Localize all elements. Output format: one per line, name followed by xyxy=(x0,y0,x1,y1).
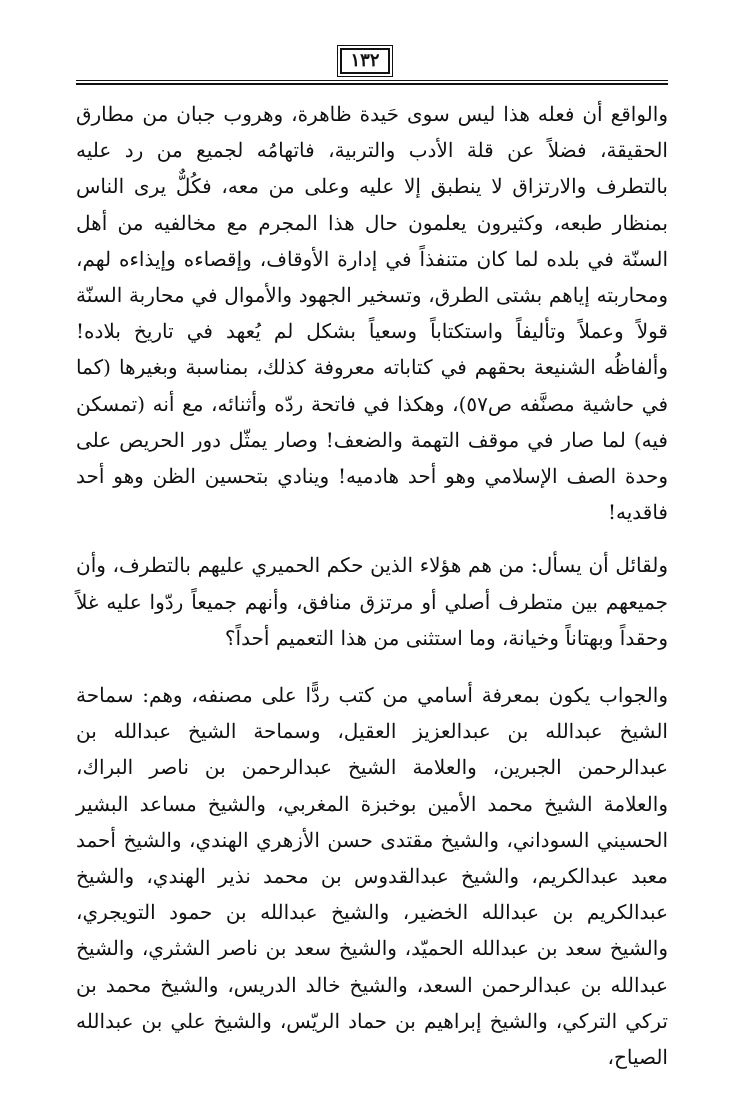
paragraph-1: والواقع أن فعله هذا ليس سوى حَيدة ظاهرة، وهروب جبان من مطارق الحقيقة، فضلاً عن قلة الأدب والتربية، فاتهامُه لجميع من رد عليه بالتطرف والارتزاق لا ينطبق إلا عليه وعلى من معه، فكُلٌّ يرى الناس بمنظار طبعه، وكثيرون يعلمون حال هذا المجرم مع مخالفيه من أهل السنّة في بلده لما كان متنفذاً في إدارة الأوقاف، وإقصاءه وإيذاءه لهم، ومحاربته إياهم بشتى الطرق، وتسخير الجهود والأموال في محاربة السنّة قولاً وعملاً وتأليفاً واستكتاباً وسعياً بشكل لم يُعهد في تاريخ بلاده! وألفاظُه الشنيعة بحقهم في كتاباته معروفة كذلك، بمناسبة وبغيرها (كما في حاشية مصنَّفه ص٥٧)، وهكذا في فاتحة ردّه وأثنائه، مع أنه (تمسكن فيه) لما صار في موقف التهمة والضعف! وصار يمثّل دور الحريص على وحدة الصف الإسلامي وهو أحد هادميه! وينادي بتحسين الظن وهو أحد فاقديه! xyxy=(76,102,669,525)
paragraph-3: والجواب يكون بمعرفة أسامي من كتب ردًّا على مصنفه، وهم: سماحة الشيخ عبدالله بن عبدالعزيز العقيل، وسماحة الشيخ عبدالله بن عبدالرحمن الجبرين، والعلامة الشيخ عبدالرحمن بن ناصر البراك، والعلامة الشيخ محمد الأمين بوخبزة المغربي، والشيخ مساعد البشير الحسيني السوداني، والشيخ مقتدى حسن الأزهري الهندي، والشيخ أحمد معبد عبدالكريم، والشيخ عبدالقدوس بن محمد نذير الهندي، والشيخ عبدالكريم بن عبدالله الخضير، والشيخ عبدالله بن حمود التويجري، والشيخ سعد بن عبدالله الحميّد، والشيخ سعد بن ناصر الشثري، والشيخ عبدالله بن عبدالرحمن السعد، والشيخ خالد الدريس، والشيخ محمد بن تركي التركي، والشيخ إبراهيم بن حماد الريّس، والشيخ علي بن عبدالله الصياح، xyxy=(76,683,669,1070)
page-header xyxy=(0,44,734,84)
paragraph-2: ولقائل أن يسأل: من هم هؤلاء الذين حكم الحميري عليهم بالتطرف، وأن جميعهم بين متطرف أصلي أو مرتزق منافق، وأنهم جميعاً ردّوا عليه غلاً وحقداً وبهتاناً وخيانة، وما استثنى من هذا التعميم أحداً؟ xyxy=(76,553,669,650)
page-number: ١٣٢ xyxy=(340,48,390,74)
page-body xyxy=(76,96,668,1075)
header-rule xyxy=(76,80,668,81)
header-rule-thick xyxy=(76,83,668,85)
